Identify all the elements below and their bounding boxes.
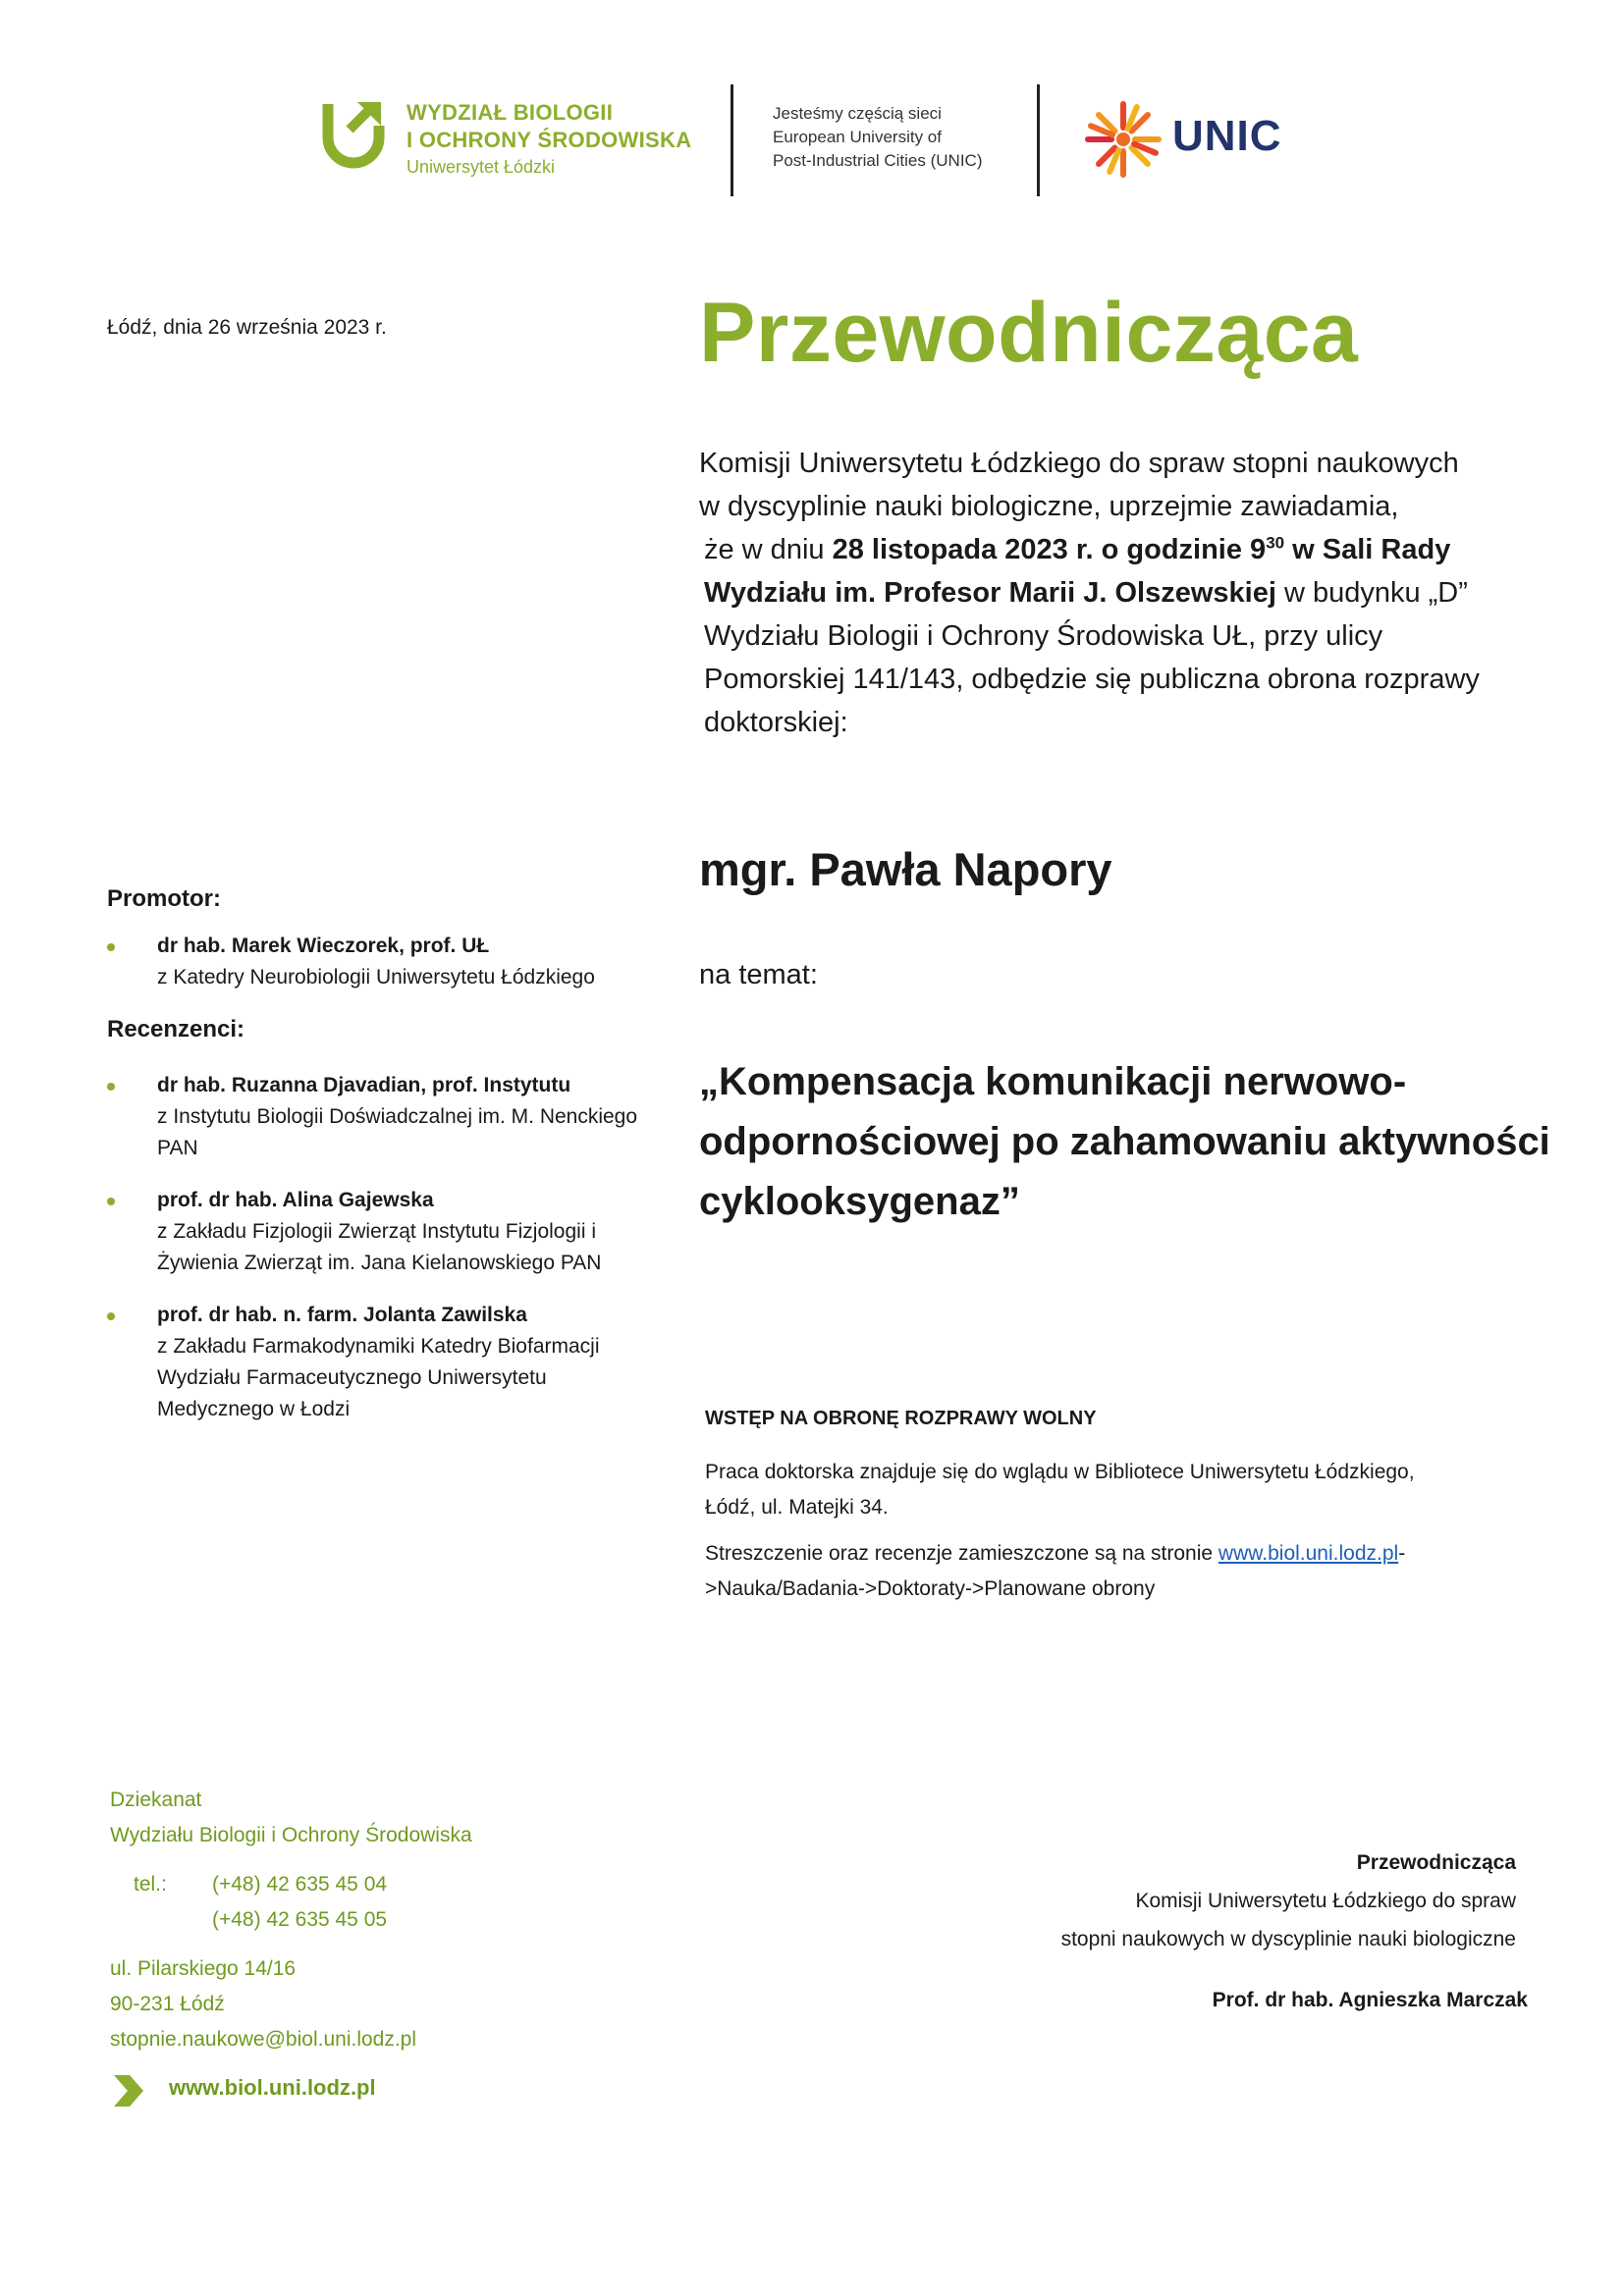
office-name: Dziekanat [110,1789,202,1811]
person-affiliation: Medycznego w Łodzi [157,1398,351,1420]
promotor-heading: Promotor: [107,885,221,912]
intro-line [699,571,1563,614]
info-text: Streszczenie oraz recenzje zamieszczone są na stronie [705,1542,1218,1565]
intro-text: że w dniu [704,534,833,565]
unic-text-line3: Post-Industrial Cities (UNIC) [773,151,983,170]
phone-number[interactable]: (+48) 42 635 45 04 [212,1873,388,1896]
reviewer-item [107,1070,696,1164]
street-address: ul. Pilarskiego 14/16 [110,1957,297,1980]
signature-line: stopni naukowych w dyscyplinie nauki biologiczne [1060,1928,1516,1950]
phone-number[interactable]: (+48) 42 635 45 05 [212,1908,388,1931]
phone-label: tel.: [134,1873,167,1896]
intro-line: Pomorskiej 141/143, odbędzie się publiczna obrona rozprawy [704,664,1480,695]
website-link[interactable]: www.biol.uni.lodz.pl [1218,1542,1399,1565]
person-affiliation: Wydziału Farmaceutycznego Uniwersytetu [157,1366,547,1389]
arrow-right-icon [110,2071,145,2110]
person-name: dr hab. Ruzanna Djavadian, prof. Instytutu [157,1074,571,1096]
phone-row [110,1867,621,1902]
person-affiliation: z Zakładu Fizjologii Zwierząt Instytutu Fizjologii i [157,1220,596,1243]
website-url[interactable]: www.biol.uni.lodz.pl [169,2075,376,2100]
intro-text: w budynku „D” [1275,577,1468,609]
header-divider-2 [1037,84,1040,196]
city-address: 90-231 Łódź [110,1993,225,2015]
person-affiliation: z Katedry Neurobiologii Uniwersytetu Łódzkiego [157,966,595,988]
faculty-logo-line2: I OCHRONY ŚRODOWISKA [406,128,692,152]
person-name: prof. dr hab. Alina Gajewska [157,1189,434,1211]
defense-room-name: Wydziału im. Profesor Marii J. Olszewskiej [704,577,1276,609]
person-affiliation: PAN [157,1137,198,1159]
faculty-logo-line1: WYDZIAŁ BIOLOGII [406,100,614,125]
topic-label: na temat: [699,959,818,990]
reviewer-item [107,1300,696,1425]
intro-line: w dyscyplinie nauki biologiczne, uprzejmie zawiadamia, [699,491,1399,522]
faculty-logo-line3: Uniwersytet Łódzki [406,157,556,177]
unic-text-line2: European University of [773,128,942,146]
defense-room: w Sali Rady [1284,534,1451,565]
unic-network-text [773,102,983,173]
faculty-name: Wydziału Biologii i Ochrony Środowiska [110,1824,472,1846]
intro-line [699,528,1563,571]
bullet-icon [107,1312,115,1320]
dean-office-contact [110,1783,621,2057]
info-line: Łódź, ul. Matejki 34. [705,1496,889,1519]
unic-label: UNIC [1172,112,1282,160]
bullet-icon [107,1198,115,1205]
announcement-intro [699,442,1563,744]
phone-row [110,1902,621,1938]
person-affiliation: z Zakładu Farmakodynamiki Katedry Biofarmacji [157,1335,600,1358]
summary-info [705,1536,1569,1607]
intro-line: doktorskiej: [704,707,848,738]
unic-text-line1: Jesteśmy częścią sieci [773,104,942,123]
person-name: prof. dr hab. n. farm. Jolanta Zawilska [157,1304,527,1326]
thesis-availability [705,1455,1569,1525]
promotor-item [107,931,696,993]
person-affiliation: Żywienia Zwierząt im. Jana Kielanowskiego PAN [157,1252,602,1274]
unic-star-icon [1082,98,1164,181]
header-divider [731,84,733,196]
signature-block [829,1843,1516,1958]
signature-line: Komisji Uniwersytetu Łódzkiego do spraw [1135,1890,1516,1912]
signature-title: Przewodnicząca [1356,1851,1516,1874]
intro-line: Wydziału Biologii i Ochrony Środowiska UŁ, przy ulicy [704,620,1383,652]
thesis-title-line: odpornościowej po zahamowaniu aktywności [699,1120,1550,1163]
entry-notice: WSTĘP NA OBRONĘ ROZPRAWY WOLNY [705,1408,1097,1429]
info-line: Praca doktorska znajduje się do wglądu w Bibliotece Uniwersytetu Łódzkiego, [705,1461,1415,1483]
defense-minutes: 30 [1266,533,1285,553]
reviewer-item [107,1185,696,1279]
faculty-arrow-icon [320,98,391,181]
signatory-name: Prof. dr hab. Agnieszka Marczak [1212,1989,1528,2011]
bullet-icon [107,1083,115,1091]
thesis-title [699,1052,1563,1232]
thesis-title-line: cyklooksygenaz” [699,1180,1020,1223]
page-title: Przewodnicząca [699,286,1359,380]
info-line: >Nauka/Badania->Doktoraty->Planowane obrony [705,1577,1156,1600]
document-date: Łódź, dnia 26 września 2023 r. [107,316,387,339]
candidate-name: mgr. Pawła Napory [699,843,1112,895]
bullet-icon [107,943,115,951]
info-line [705,1536,1569,1572]
info-text: - [1398,1542,1406,1565]
email-address[interactable]: stopnie.naukowe@biol.uni.lodz.pl [110,2028,417,2051]
defense-datetime: 28 listopada 2023 r. o godzinie 9 [832,534,1267,565]
person-affiliation: z Instytutu Biologii Doświadczalnej im. M. Nenckiego [157,1105,638,1128]
intro-line: Komisji Uniwersytetu Łódzkiego do spraw stopni naukowych [699,448,1459,479]
person-name: dr hab. Marek Wieczorek, prof. UŁ [157,934,490,957]
reviewers-heading: Recenzenci: [107,1016,245,1042]
faculty-logo [320,98,693,187]
thesis-title-line: „Kompensacja komunikacji nerwowo- [699,1060,1407,1103]
